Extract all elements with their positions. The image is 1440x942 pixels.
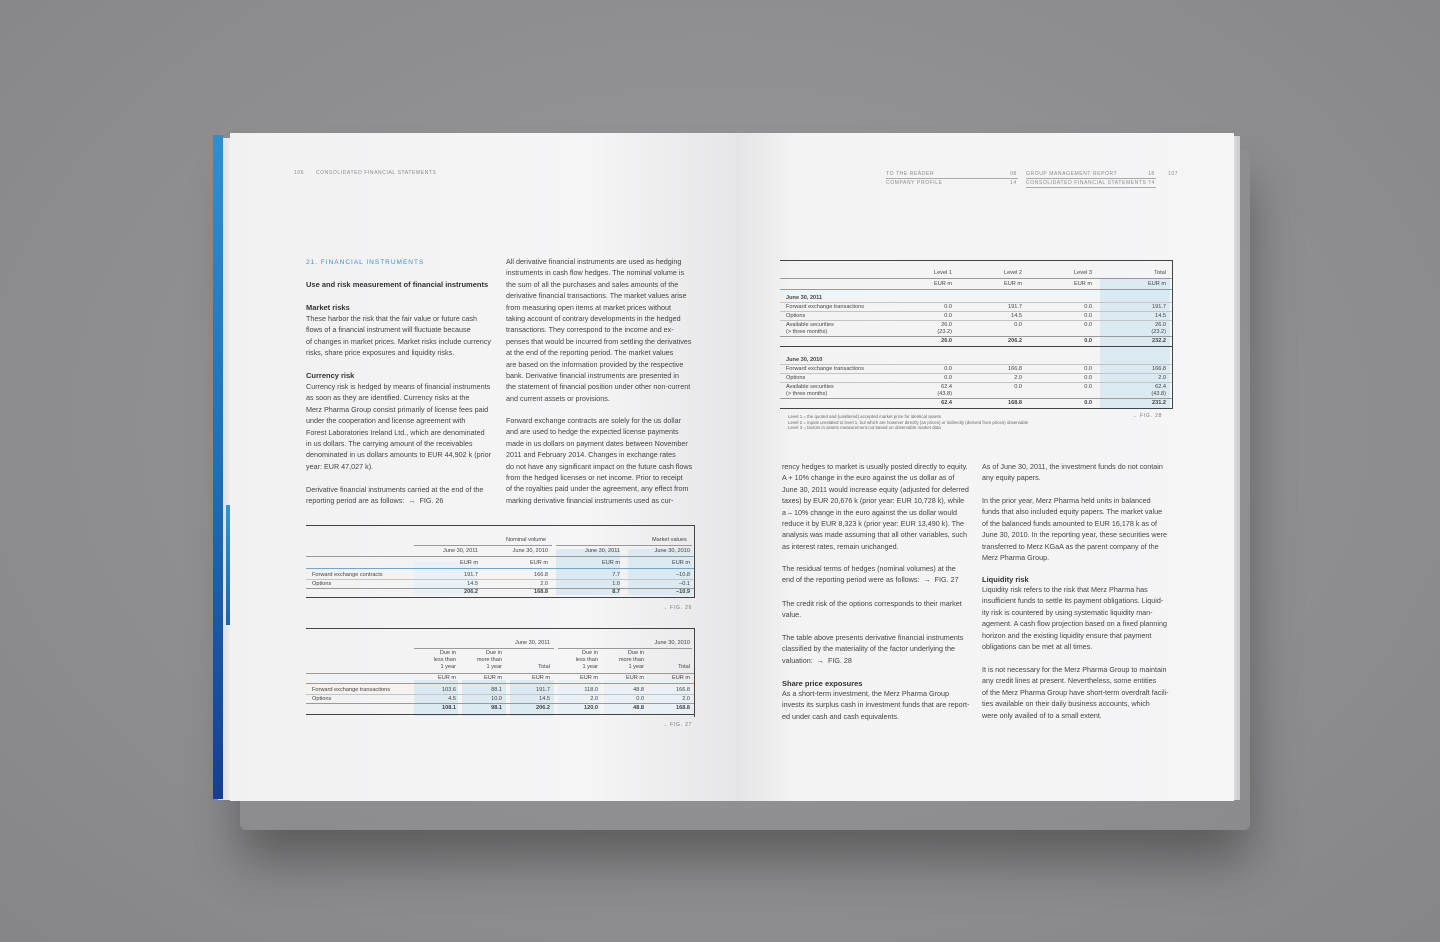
fig28-cell: 0.0 (944, 313, 952, 319)
fig27-row-options: Options (312, 696, 332, 702)
nav-page-14: 14 (1010, 180, 1017, 186)
fig28-total: 0.0 (1084, 338, 1092, 344)
fig28-2011-forward: Forward exchange transactions (786, 304, 865, 310)
fig26-unit-1: EUR m (459, 560, 478, 566)
fig28-cell: 191.7 (1008, 304, 1022, 310)
fig28-cell: 0.0 (1084, 304, 1092, 310)
fig28-cell: 0.0 (1084, 366, 1092, 372)
fig27-total: 120.0 (584, 705, 598, 711)
section-title: 21. FINANCIAL INSTRUMENTS (306, 259, 425, 266)
page-number-right: 107 (1168, 171, 1179, 177)
fig28-unit: EUR m (933, 281, 952, 287)
fig26-label: → FIG. 26 (662, 605, 693, 611)
fig27-cell: 191.7 (536, 687, 550, 693)
fig27-total: 206.2 (536, 705, 550, 711)
fig27-cell: 14.5 (539, 696, 550, 702)
fig28-2010-securities: Available securities (> three months) (786, 384, 834, 397)
heading-use-and-risk: Use and risk measurement of financial instruments (306, 280, 489, 289)
fig27-label: → FIG. 27 (662, 722, 693, 728)
fig28-cell: 2.0 (1158, 375, 1166, 381)
fig26-cell: 166.8 (534, 572, 548, 578)
nav-page-08: 08 (1010, 171, 1017, 177)
fig28-footnote: Level 1 = the quoted and (unaltered) accepted market price for identical assets Level 2 = inputs unrelated to level 1, but which are however directly (as prices) or indirectly (derived from prices) observable Level 3 = factors in assets measurement not based on observable market data (788, 414, 1029, 431)
fig28-cell: 14.5 (1155, 313, 1166, 319)
fig27-unit: EUR m (437, 675, 456, 681)
fig28-cell: 14.5 (1011, 313, 1022, 319)
fig27-table (306, 628, 696, 723)
fig26-unit-4: EUR m (671, 560, 690, 566)
fig27-total: 108.1 (442, 705, 456, 711)
fig28-cell: 0.0 (1084, 322, 1092, 328)
fig26-row-forward: Forward exchange contracts (312, 572, 383, 578)
fig28-total: 232.2 (1152, 338, 1166, 344)
table-above-paragraph: The table above presents derivative financial instruments classified by the materiality of the factor underlying the valuation: → FIG. 28 (782, 633, 964, 665)
fig27-cell: 4.5 (448, 696, 456, 702)
fig26-total: –10.9 (676, 589, 690, 595)
nav-to-the-reader: TO THE READER (886, 171, 935, 177)
fig28-cell: 26.0 (23.2) (1151, 322, 1166, 335)
fig28-cell: 166.8 (1152, 366, 1166, 372)
nav-consolidated: CONSOLIDATED FINANCIAL STATEMENTS (1026, 180, 1147, 186)
fig28-unit: EUR m (1147, 281, 1166, 287)
fig26-col3: June 30, 2011 (584, 548, 620, 554)
forward-contracts-paragraph: Forward exchange contracts are solely for the us dollar and are used to hedge the expected license payments made in us dollars on payment dates between November 2011 and February 2014. Changes in exchange rates do not have any significant impact on the future cash flows from the hedged licenses or net income. Prior to receipt of the royalties paid under the agreement, any effect from marking derivative financial instruments used as cur- (506, 416, 693, 505)
fig28-cell: 0.0 (1084, 384, 1092, 390)
fig26-group-nominal: Nominal volume (506, 537, 547, 543)
fig26-group-market: Market values (652, 537, 687, 543)
fig27-unit: EUR m (579, 675, 598, 681)
fig26-col2: June 30, 2010 (512, 548, 548, 554)
fig26-cell: 7.7 (612, 572, 620, 578)
fig27-unit: EUR m (625, 675, 644, 681)
nav-page-18: 18 (1148, 171, 1155, 177)
fig27-cell: 88.1 (491, 687, 502, 693)
fig28-total: 231.2 (1152, 400, 1166, 406)
investment-funds-paragraph: As of June 30, 2011, the investment funds do not contain any equity papers. (982, 462, 1163, 483)
heading-market-risks: Market risks (306, 303, 350, 312)
fig27-cell: 2.0 (590, 696, 598, 702)
fig27-cell: 48.8 (633, 687, 644, 693)
fig26-cell: 191.7 (464, 572, 478, 578)
fig27-cell: 118.0 (584, 687, 598, 693)
heading-currency-risk: Currency risk (306, 371, 355, 380)
fig26-cell: 14.5 (467, 581, 478, 587)
fig28-unit: EUR m (1003, 281, 1022, 287)
fig28-col-level2: Level 2 (1003, 270, 1022, 276)
left-page (230, 133, 740, 801)
fig26-cell: –10.8 (676, 572, 690, 578)
fig27-total: 48.8 (633, 705, 644, 711)
fig28-unit: EUR m (1073, 281, 1092, 287)
fig26-cell: 1.0 (612, 581, 620, 587)
nav-page-74: 74 (1148, 180, 1155, 186)
fig26-table (306, 525, 696, 605)
fig26-col1: June 30, 2011 (442, 548, 478, 554)
fig27-total: 168.8 (676, 705, 690, 711)
fig27-group-2010: June 30, 2010 (654, 640, 690, 646)
fig28-cell: 0.0 (1014, 384, 1022, 390)
fig26-unit-2: EUR m (529, 560, 548, 566)
fig28-total: 168.8 (1008, 400, 1022, 406)
fig26-total: 168.8 (534, 589, 548, 595)
currency-risk-paragraph: Currency risk is hedged by means of financial instruments as soon as they are identified. Currency risks at the Merz Pharma Group consist primarily of license fees paid under the cooperation and license agreement with Forest Laboratories Ireland Ltd., which are denominated in us dollars. The carrying amount of the receivables denominated in us dollars amounts to EUR 44,902 k (prior year: EUR 47,027 k). (306, 382, 491, 471)
fig26-row-options: Options (312, 581, 332, 587)
rency-hedges-paragraph: rency hedges to market is usually posted directly to equity. A + 10% change in the euro against the us dollar as of June 30, 2011 would increase equity (adjusted for deferred taxes) by EUR 20,676 k (prior year: EUR 10,728 k), while a – 10% change in the euro against the us dollar would reduce it by EUR 8,323 k (prior year: EUR 13,490 k). The analysis was made assuming that all other variables, such as interest rates, remain unchanged. (782, 462, 969, 551)
fig27-col2: Due in more than 1 year (476, 650, 502, 670)
fig27-row-forward: Forward exchange transactions (312, 687, 391, 693)
fig26-cell: –0.1 (679, 581, 690, 587)
fig28-2010-forward: Forward exchange transactions (786, 366, 865, 372)
fig26-unit-3: EUR m (601, 560, 620, 566)
fig27-cell: 0.0 (636, 696, 644, 702)
fig28-col-level3: Level 3 (1073, 270, 1092, 276)
fig27-col3: Total (538, 664, 550, 670)
right-page (736, 133, 1234, 801)
credit-lines-paragraph: It is not necessary for the Merz Pharma Group to maintain any credit lines at present. Nevertheless, some entities of the Merz Pharma Group have short-term overdraft facili- ties available on their daily business accounts, which were only availed of to a small extent. (982, 665, 1169, 720)
cover-blue-edge (213, 135, 223, 799)
page-number-left: 106 (294, 170, 305, 176)
running-head: CONSOLIDATED FINANCIAL STATEMENTS (316, 170, 437, 176)
fig27-total: 98.1 (491, 705, 502, 711)
fig27-col1: Due in less than 1 year (433, 650, 456, 670)
fig28-total: 0.0 (1084, 400, 1092, 406)
fig28-col-level1: Level 1 (933, 270, 952, 276)
fig27-col6: Total (678, 664, 690, 670)
fig27-cell: 10.0 (491, 696, 502, 702)
fig28-cell: 0.0 (1084, 313, 1092, 319)
fig27-cell: 103.6 (442, 687, 456, 693)
fig28-cell: 62.4 (43.8) (1151, 384, 1166, 397)
fig27-cell: 166.8 (676, 687, 690, 693)
fig26-total: 206.2 (464, 589, 478, 595)
fig28-cell: 62.4 (43.8) (937, 384, 952, 397)
fig28-total: 62.4 (941, 400, 952, 406)
fig28-cell: 0.0 (1084, 375, 1092, 381)
fig28-cell: 2.0 (1014, 375, 1022, 381)
fig28-table (780, 260, 1175, 410)
fig28-block-2011: June 30, 2011 (786, 295, 823, 301)
residual-terms-paragraph: The residual terms of hedges (nominal volumes) at the end of the reporting period were as follows: → FIG. 27 (782, 564, 959, 585)
fig28-2010-options: Options (786, 375, 806, 381)
credit-risk-paragraph: The credit risk of the options corresponds to their market value. (782, 599, 962, 620)
nav-company-profile: COMPANY PROFILE (886, 180, 943, 186)
fig28-col-total: Total (1154, 270, 1166, 276)
fig27-col4: Due in less than 1 year (575, 650, 598, 670)
heading-share-price: Share price exposures (782, 679, 863, 688)
fig28-total: 206.2 (1008, 338, 1022, 344)
fig26-col4: June 30, 2010 (654, 548, 690, 554)
fig28-2011-options: Options (786, 313, 806, 319)
share-price-paragraph: As a short-term investment, the Merz Pharma Group invests its surplus cash in investment funds that are report- ed under cash and cash equivalents. (782, 689, 970, 721)
fig27-unit: EUR m (671, 675, 690, 681)
liquidity-paragraph: Liquidity risk refers to the risk that Merz Pharma has insufficient funds to settle its payment obligations. Liquid- ity risk is countered by using systematic liquidity man- agement. A cash flow projection based on a fixed planning horizon and the existing liquidity ensure that payment obligations can be met at all times. (982, 585, 1168, 652)
fig28-total: 26.0 (941, 338, 952, 344)
hedging-paragraph: All derivative financial instruments are used as hedging instruments in cash flow hedges. The nominal volume is the sum of all the purchases and sales amounts of the derivative financial transactions. The market values arise from measuring open items at market prices without taking account of contrary developments in the hedged transactions. They correspond to the income and ex- penses that would be incurred from settling the derivatives at the end of the reporting period. The market values are based on the information provided by the respective bank. Derivative financial instruments are presented in the statement of financial position under other non-current and current assets or provisions. (506, 257, 692, 403)
fig28-cell: 26.0 (23.2) (937, 322, 952, 335)
fig26-total: 8.7 (612, 589, 620, 595)
nav-group-management: GROUP MANAGEMENT REPORT (1026, 171, 1118, 177)
fig28-cell: 0.0 (944, 375, 952, 381)
fig28-2011-securities: Available securities (> three months) (786, 322, 834, 335)
fig27-group-2011: June 30, 2011 (514, 640, 550, 646)
fig27-unit: EUR m (483, 675, 502, 681)
fig28-cell: 191.7 (1152, 304, 1166, 310)
fig28-label: → FIG. 28 (1132, 413, 1163, 419)
fig28-cell: 166.8 (1008, 366, 1022, 372)
derivative-paragraph: Derivative financial instruments carried at the end of the reporting period are as follows: → FIG. 26 (306, 485, 484, 506)
fig26-cell: 2.0 (540, 581, 548, 587)
fig28-cell: 0.0 (1014, 322, 1022, 328)
fig27-cell: 2.0 (682, 696, 690, 702)
fig28-cell: 0.0 (944, 304, 952, 310)
fig28-block-2010: June 30, 2010 (786, 357, 823, 363)
fig27-col5: Due in more than 1 year (618, 650, 644, 670)
prior-year-paragraph: In the prior year, Merz Pharma held units in balanced funds that also included equity papers. The market value of the balanced funds amounted to EUR 16,178 k as of June 30, 2010. In the reporting year, these securities were transferred to Merz KGaA as the parent company of the Merz Pharma Group. (982, 496, 1167, 563)
market-risks-paragraph: These harbor the risk that the fair value or future cash flows of a financial instrument will fluctuate because of changes in market prices. Market risks include currency risks, share price exposures and liquidity risks. (306, 314, 491, 358)
fig28-cell: 0.0 (944, 366, 952, 372)
heading-liquidity-risk: Liquidity risk (982, 575, 1029, 584)
fig27-unit: EUR m (531, 675, 550, 681)
